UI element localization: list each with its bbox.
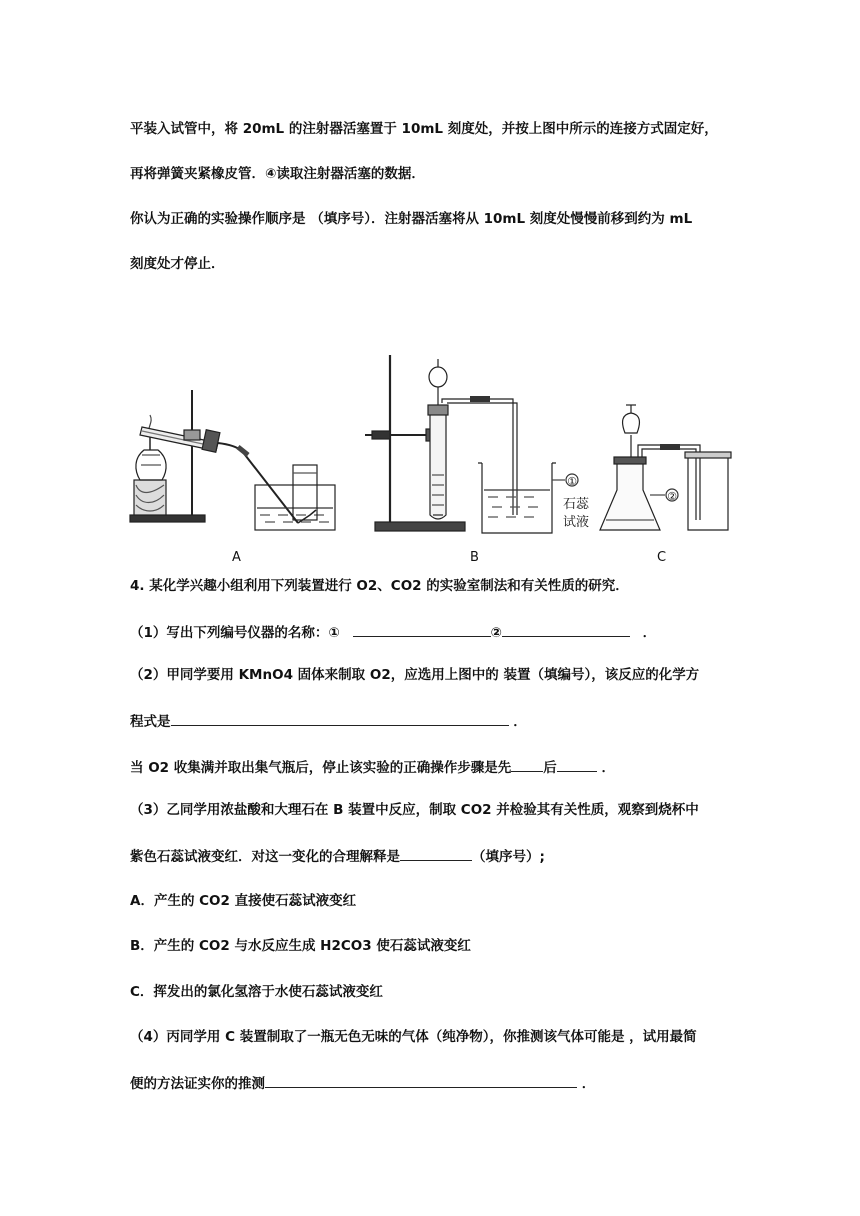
label-c: C <box>657 550 667 565</box>
q4-part2: （2）甲同学要用 KMnO4 固体来制取 O2，应选用上图中的 装置（填编号），该反应的化学方 <box>130 667 700 683</box>
label-b: B <box>470 550 479 565</box>
q4-part2-equation-text: 程式是 <box>130 714 171 730</box>
q4-part4-verify-end: ． <box>581 1076 596 1092</box>
option-b: B．产生的 CO2 与水反应生成 H2CO3 使石蕊试液变红 <box>130 938 471 954</box>
answer-blank-1 <box>353 622 491 637</box>
label-a: A <box>232 550 241 565</box>
text-line-1: 平装入试管中，将 20mL 的注射器活塞置于 10mL 刻度处，并按上图中所示的连接方式固定好， <box>130 121 718 137</box>
answer-blank-then <box>557 757 597 772</box>
text-line-3: 你认为正确的实验操作顺序是 （填序号）．注射器活塞将从 10mL 刻度处慢慢前移到约为 mL <box>130 211 693 227</box>
q4-part2-steps-text: 当 O2 收集满并取出集气瓶后，停止该实验的正确操作步骤是先 <box>130 760 512 776</box>
apparatus-c <box>600 405 731 530</box>
litmus-label-line1: 石蕊 <box>563 497 590 512</box>
q4-part3-explain-text: 紫色石蕊试液变红．对这一变化的合理解释是 <box>130 849 400 865</box>
apparatus-figure <box>120 345 740 570</box>
q4-part1 <box>130 622 656 642</box>
apparatus-b <box>365 355 578 533</box>
apparatus-a <box>130 390 335 530</box>
q4-part2-steps-mid: 后 <box>543 760 557 776</box>
litmus-label-line2: 试液 <box>563 515 590 530</box>
answer-blank-explain <box>400 846 472 861</box>
q4-part3: （3）乙同学用浓盐酸和大理石在 B 装置中反应，制取 CO2 并检验其有关性质，观察到烧杯中 <box>130 802 699 818</box>
q4-part3-explain <box>130 846 545 866</box>
answer-blank-equation <box>171 711 509 726</box>
q4-part4: （4）丙同学用 C 装置制取了一瓶无色无味的气体（纯净物），你推测该气体可能是 ，试用最简 <box>130 1029 697 1045</box>
q4-part2-equation-end: ． <box>513 714 527 730</box>
q4-part1-end: ． <box>642 625 657 641</box>
q4-part1-marker: ② <box>490 625 502 641</box>
answer-blank-verify <box>265 1073 577 1088</box>
q4-part4-verify-text: 便的方法证实你的推测 <box>130 1076 265 1092</box>
text-line-2: 再将弹簧夹紧橡皮管．④读取注射器活塞的数据． <box>130 166 425 182</box>
q4-part2-steps <box>130 757 615 777</box>
option-a: A．产生的 CO2 直接使石蕊试液变红 <box>130 893 357 909</box>
q4-part3-explain-end: （填序号）; <box>472 849 545 865</box>
q4-part2-steps-end: ． <box>601 760 615 776</box>
marker-2: ② <box>667 490 677 503</box>
q4-part4-verify <box>130 1073 595 1093</box>
q4-part2-equation <box>130 711 527 731</box>
marker-1: ① <box>567 475 577 488</box>
text-line-4: 刻度处才停止． <box>130 256 225 272</box>
q4-intro: 4. 某化学兴趣小组利用下列装置进行 O2、CO2 的实验室制法和有关性质的研究． <box>130 578 629 594</box>
answer-blank-2 <box>502 622 630 637</box>
answer-blank-first <box>511 757 543 772</box>
option-c: C．挥发出的氯化氢溶于水使石蕊试液变红 <box>130 984 383 1000</box>
q4-part1-text: （1）写出下列编号仪器的名称：① <box>130 625 340 641</box>
